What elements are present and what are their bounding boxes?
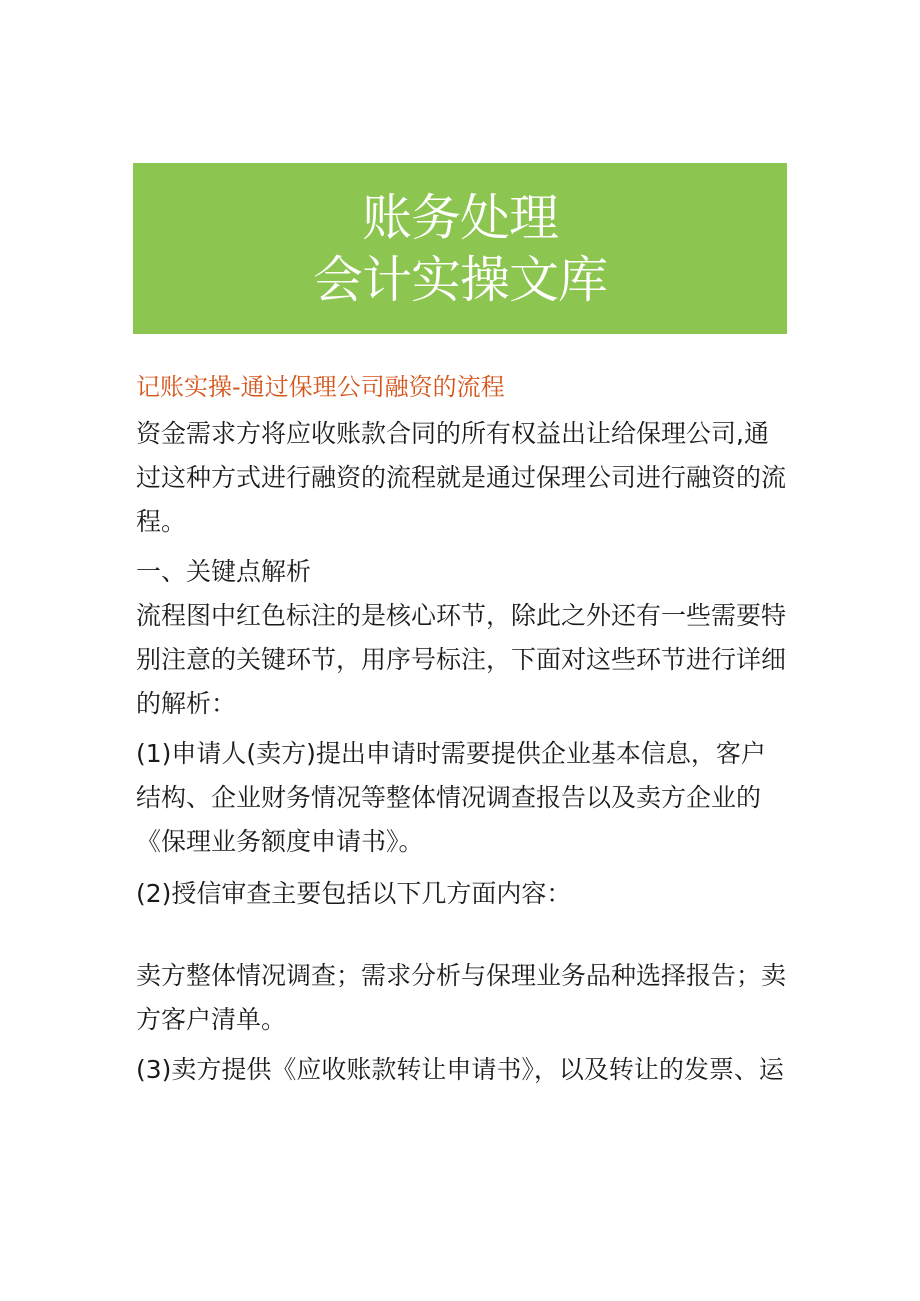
list-item-2-detail: 卖方整体情况调查；需求分析与保理业务品种选择报告；卖方客户清单。 [136, 961, 787, 1034]
list-item-3: (3)卖方提供《应收账款转让申请书》，以及转让的发票、运 [136, 1055, 784, 1084]
article-body [136, 368, 790, 1092]
intro-paragraph: 资金需求方将应收账款合同的所有权益出让给保理公司,通过这种方式进行融资的流程就是通过保理公司进行融资的流程。 [136, 419, 787, 536]
banner-title-line-1: 账务处理 [362, 188, 558, 247]
list-item-2: (2)授信审查主要包括以下几方面内容： [136, 879, 572, 908]
section-heading: 一、关键点解析 [136, 557, 312, 586]
section-paragraph: 流程图中红色标注的是核心环节，除此之外还有一些需要特别注意的关键环节，用序号标注，下面对这些环节进行详细的解析： [136, 601, 787, 718]
article-title: 记账实操-通过保理公司融资的流程 [136, 373, 505, 401]
title-banner [133, 163, 787, 334]
list-item-1: (1)申请人(卖方)提出申请时需要提供企业基本信息，客户结构、企业财务情况等整体情况调查报告以及卖方企业的《保理业务额度申请书》。 [136, 739, 766, 856]
banner-title-line-2: 会计实操文库 [313, 250, 607, 309]
